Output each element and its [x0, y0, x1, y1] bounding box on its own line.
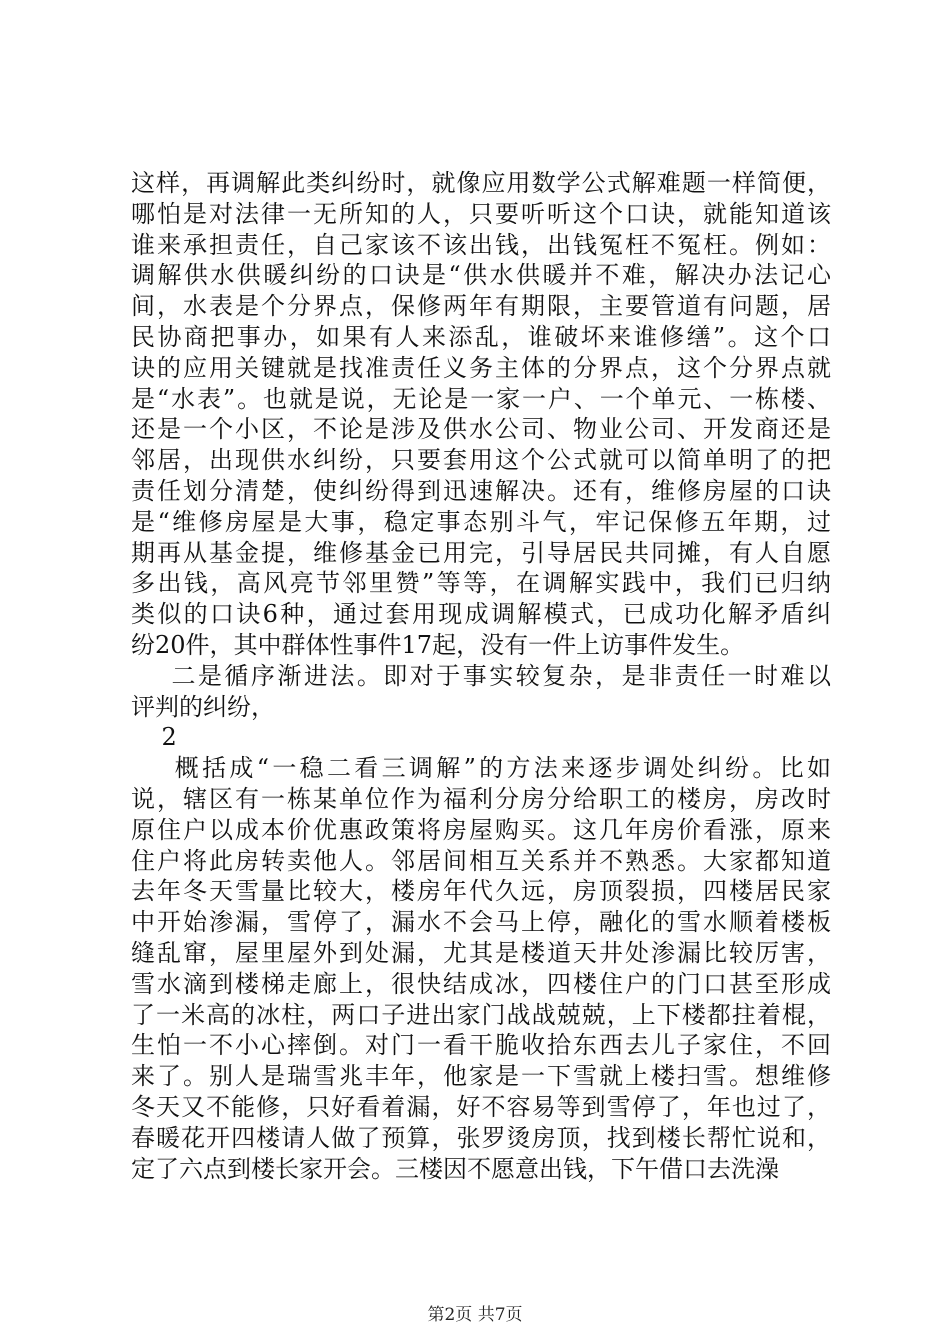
text-line: 住户将此房转卖他人。邻居间相互关系并不熟悉。大家都知道	[131, 846, 831, 875]
text-line: 原住户以成本价优惠政策将房屋购买。这几年房价看涨，原来	[131, 815, 831, 844]
text-line: 定了六点到楼长家开会。三楼因不愿意出钱，下午借口去洗澡	[131, 1154, 779, 1183]
text-line: 谁来承担责任，自己家该不该出钱，出钱冤枉不冤枉。例如：	[131, 230, 831, 259]
text-line: 春暖花开四楼请人做了预算，张罗烫房顶，找到楼长帮忙说和，	[131, 1123, 831, 1152]
body-text	[131, 168, 831, 1184]
text-line: 冬天又不能修，只好看着漏，好不容易等到雪停了，年也过了，	[131, 1092, 831, 1121]
text-line: 责任划分清楚，使纠纷得到迅速解决。还有，维修房屋的口诀	[131, 476, 831, 505]
text-line: 概括成“一稳二看三调解”的方法来逐步调处纠纷。比如	[131, 754, 831, 783]
text-line: 去年冬天雪量比较大，楼房年代久远，房顶裂损，四楼居民家	[131, 877, 831, 906]
text-line: 评判的纠纷，	[131, 692, 275, 721]
text-line: 还是一个小区，不论是涉及供水公司、物业公司、开发商还是	[131, 415, 831, 444]
text-line: 二是循序渐进法。即对于事实较复杂，是非责任一时难以	[131, 661, 831, 690]
text-line: 调解供水供暖纠纷的口诀是“供水供暖并不难，解决办法记心	[131, 261, 831, 290]
text-line: 类似的口诀6种，通过套用现成调解模式，已成功化解矛盾纠	[131, 600, 831, 629]
inline-page-number: 2	[131, 723, 177, 752]
text-line: 缝乱窜，屋里屋外到处漏，尤其是楼道天井处渗漏比较厉害，	[131, 938, 831, 967]
text-line: 中开始渗漏，雪停了，漏水不会马上停，融化的雪水顺着楼板	[131, 908, 831, 937]
text-line: 期再从基金提，维修基金已用完，引导居民共同摊，有人自愿	[131, 538, 831, 567]
text-line: 邻居，出现供水纠纷，只要套用这个公式就可以简单明了的把	[131, 446, 831, 475]
text-line: 多出钱，高风亮节邻里赞”等等，在调解实践中，我们已归纳	[131, 569, 831, 598]
text-line: 诀的应用关键就是找准责任义务主体的分界点，这个分界点就	[131, 353, 831, 382]
text-line: 来了。别人是瑞雪兆丰年，他家是一下雪就上楼扫雪。想维修	[131, 1062, 831, 1091]
text-line: 是“水表”。也就是说，无论是一家一户、一个单元、一栋楼、	[131, 384, 831, 413]
text-line: 民协商把事办，如果有人来添乱，谁破坏来谁修缮”。这个口	[131, 322, 831, 351]
text-line: 纷20件，其中群体性事件17起，没有一件上访事件发生。	[131, 630, 745, 659]
text-line: 说，辖区有一栋某单位作为福利分房分给职工的楼房，房改时	[131, 784, 831, 813]
text-line: 生怕一不小心摔倒。对门一看干脆收拾东西去儿子家住，不回	[131, 1031, 831, 1060]
page-footer: 第2页 共7页	[427, 1305, 523, 1325]
text-line: 雪水滴到楼梯走廊上，很快结成冰，四楼住户的门口甚至形成	[131, 969, 831, 998]
text-line: 哪怕是对法律一无所知的人，只要听听这个口诀，就能知道该	[131, 199, 831, 228]
text-line: 是“维修房屋是大事，稳定事态别斗气，牢记保修五年期，过	[131, 507, 831, 536]
text-line: 这样，再调解此类纠纷时，就像应用数学公式解难题一样简便，	[131, 169, 831, 197]
text-line: 了一米高的冰柱，两口子进出家门战战兢兢，上下楼都拄着棍，	[131, 1000, 831, 1029]
text-line: 间，水表是个分界点，保修两年有期限，主要管道有问题，居	[131, 292, 831, 321]
